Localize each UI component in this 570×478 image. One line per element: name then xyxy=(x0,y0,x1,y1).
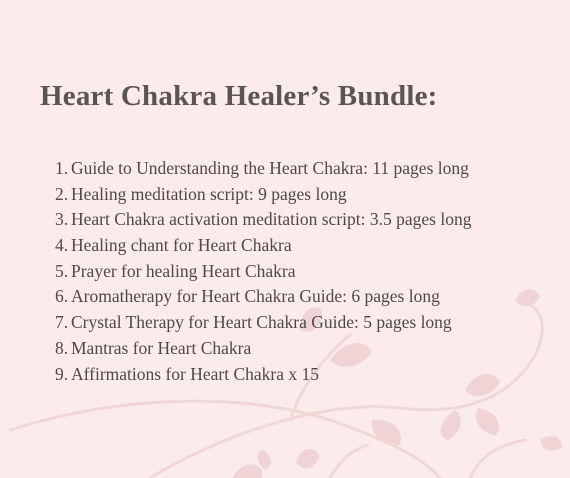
item-number: 6. xyxy=(55,286,69,307)
list-item xyxy=(55,182,471,208)
item-number: 8. xyxy=(55,337,69,358)
item-number: 5. xyxy=(55,260,69,281)
item-text: Healing chant for Heart Chakra xyxy=(71,235,292,256)
item-number: 9. xyxy=(55,363,69,384)
item-text: Prayer for healing Heart Chakra xyxy=(71,260,296,281)
item-text: Affirmations for Heart Chakra x 15 xyxy=(71,363,320,384)
list-item xyxy=(55,233,471,259)
item-number: 1. xyxy=(55,158,69,178)
item-text: Heart Chakra activation meditation script: 3.5 pages long xyxy=(71,209,472,230)
list-item xyxy=(55,207,471,233)
item-number: 4. xyxy=(55,235,69,256)
item-text: Healing meditation script: 9 pages long xyxy=(71,183,347,204)
item-text: Crystal Therapy for Heart Chakra Guide: 5 pages long xyxy=(71,312,452,333)
list-item xyxy=(55,362,471,388)
item-text: Guide to Understanding the Heart Chakra: 11 pages long xyxy=(71,158,469,178)
list-item xyxy=(55,284,471,310)
item-text: Aromatherapy for Heart Chakra Guide: 6 pages long xyxy=(71,286,440,307)
bundle-title: Heart Chakra Healer’s Bundle: xyxy=(40,80,438,112)
list-item xyxy=(55,156,471,182)
item-number: 3. xyxy=(55,209,69,230)
list-item xyxy=(55,259,471,285)
bundle-contents-list xyxy=(55,156,471,387)
item-text: Mantras for Heart Chakra xyxy=(71,337,252,358)
item-number: 2. xyxy=(55,183,69,204)
list-item xyxy=(55,310,471,336)
item-number: 7. xyxy=(55,312,69,333)
list-item xyxy=(55,336,471,362)
